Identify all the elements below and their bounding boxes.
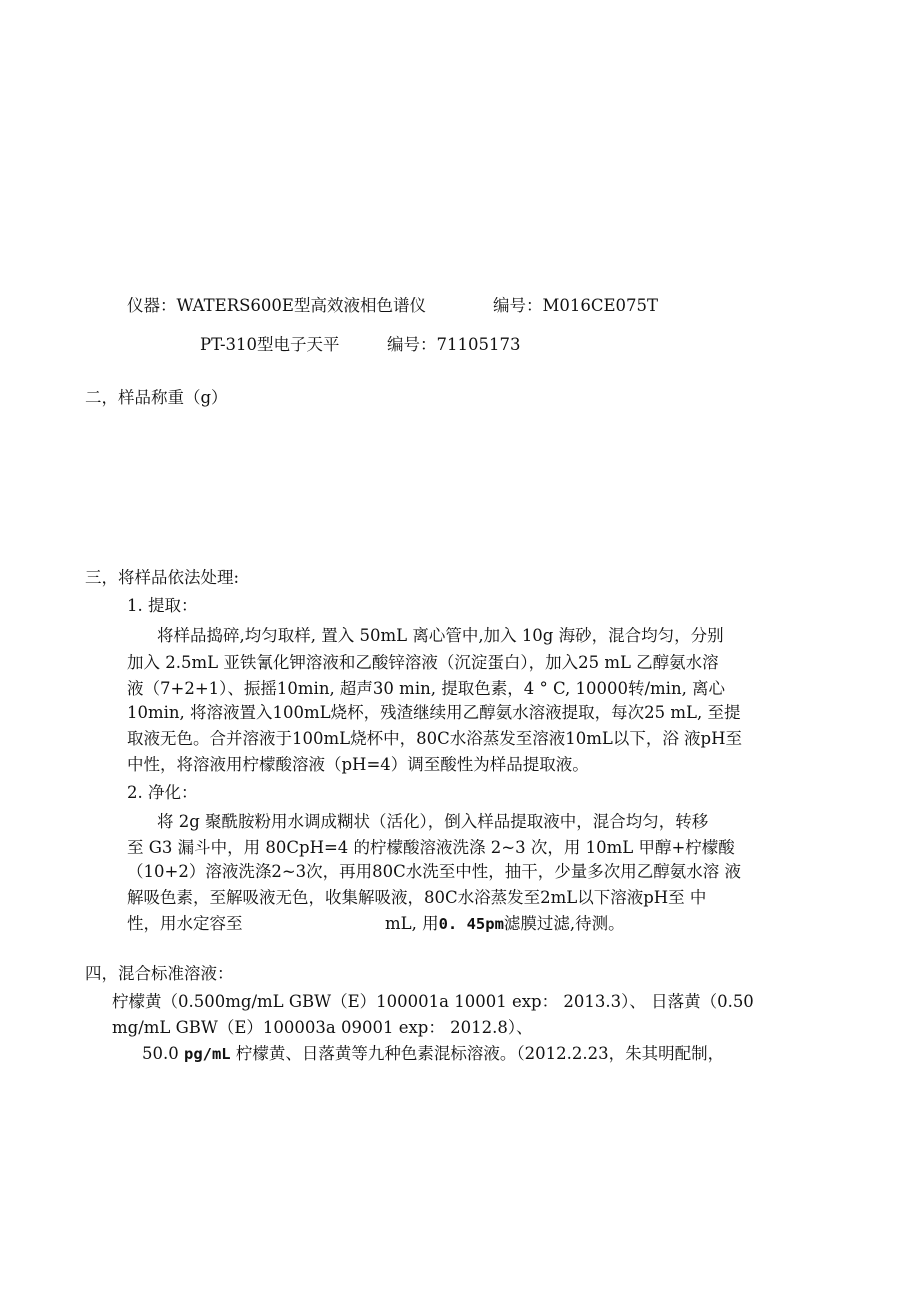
extract-title: 1. 提取： xyxy=(127,596,198,615)
standard-line3-a: 50.0 xyxy=(142,1044,184,1063)
section2-heading: 二，样品称重（g） xyxy=(85,388,228,407)
extract-line: 将样品捣碎,均匀取样, 置入 50mL 离心管中,加入 10g 海砂，混合均匀，分别 xyxy=(157,626,724,645)
instrument-line1-code: 编号：M016CE075T xyxy=(493,296,659,315)
purify-line: 解吸色素，至解吸液无色，收集解吸液，80C水浴蒸发至2mL以下溶液pH至 中 xyxy=(127,888,707,907)
instrument-line2-label: PT-310型电子天平 xyxy=(200,335,340,354)
extract-line: 取液无色。合并溶液于100mL烧杯中，80C水浴蒸发至溶液10mL以下，浴 液pH至 xyxy=(127,729,743,748)
purify-last-line-b xyxy=(385,914,625,934)
section3-heading: 三，将样品依法处理: xyxy=(85,568,240,587)
extract-line: 10min, 将溶液置入100mL烧杯，残渣继续用乙醇氨水溶液提取，每次25 mL, 至提 xyxy=(127,703,741,722)
purify-last-line-a: 性，用水定容至 xyxy=(127,914,243,933)
purify-line: 将 2g 聚酰胺粉用水调成糊状（活化），倒入样品提取液中，混合均匀，转移 xyxy=(157,812,709,831)
purify-line: （10+2）溶液洗涤2~3次，再用80C水洗至中性，抽干，少量多次用乙醇氨水溶 液 xyxy=(127,862,742,881)
instrument-line2-code: 编号：71105173 xyxy=(387,335,521,354)
purify-title: 2. 净化： xyxy=(127,783,198,802)
standard-line1: 柠檬黄（0.500mg/mL GBW（E）100001a 10001 exp： 2013.3）、 日落黄（0.50 xyxy=(112,992,754,1011)
instrument-line1-label: 仪器：WATERS600E型高效液相色谱仪 xyxy=(127,296,426,315)
standard-line2: mg/mL GBW（E）100003a 09001 exp： 2012.8）、 xyxy=(112,1018,533,1037)
standard-line3 xyxy=(142,1044,724,1064)
standard-line3-b: 柠檬黄、日落黄等九种色素混标溶液。（2012.2.23，朱其明配制， xyxy=(230,1044,725,1063)
filter-size: 0. 45pm xyxy=(438,915,504,933)
purify-last-text: mL, 用 xyxy=(385,914,439,933)
concentration-unit: pg/mL xyxy=(183,1045,231,1063)
extract-line: 加入 2.5mL 亚铁氰化钾溶液和乙酸锌溶液（沉淀蛋白），加入25 mL 乙醇氨水溶 xyxy=(127,653,719,672)
purify-line: 至 G3 漏斗中，用 80CpH=4 的柠檬酸溶液洗涤 2~3 次，用 10mL 甲醇+柠檬酸 xyxy=(127,838,735,857)
extract-line: 中性，将溶液用柠檬酸溶液（pH=4）调至酸性为样品提取液。 xyxy=(127,755,589,774)
extract-line: 液（7+2+1）、振摇10min, 超声30 min, 提取色素，4 ° C, 10000转/min, 离心 xyxy=(127,679,726,698)
section4-heading: 四，混合标准溶液： xyxy=(85,964,234,983)
purify-last-end: 滤膜过滤,待测。 xyxy=(503,914,625,933)
